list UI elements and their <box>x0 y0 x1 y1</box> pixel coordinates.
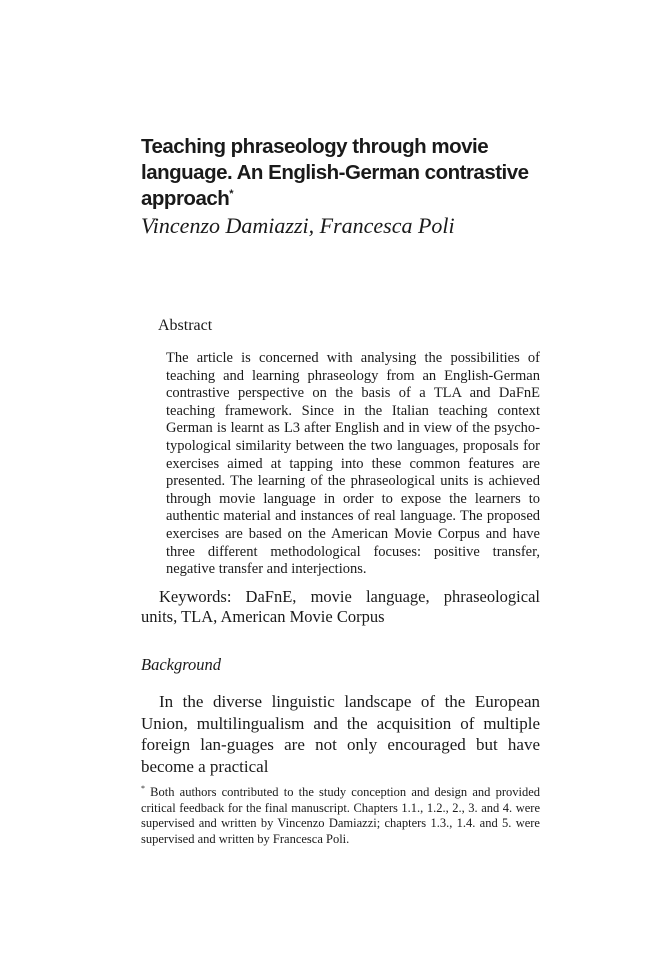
article-title-text: Teaching phraseology through movie language. An English-German contrastive approach <box>141 135 529 210</box>
footnote <box>141 785 540 847</box>
footnote-mark: * <box>141 783 145 793</box>
footnote-text: Both authors contributed to the study conception and design and provided critical feedback for the final manuscript. Chapters 1.1., 1.2., 2., 3. and 4. were supervised and written by Vincenzo Damiazzi; chapters 1.3., 1.4. and 5. were supervised and written by Francesca Poli. <box>141 785 540 846</box>
section-heading-background: Background <box>141 655 222 674</box>
abstract-text: The article is concerned with analysing the possibilities of teaching and learning phraseology from an English-German contrastive perspective on the basis of a TLA and DaFnE teaching framework. Since in the Italian teaching context German is learnt as L3 after English and in view of the psycho-typological similarity between the two languages, proposals for exercises aimed at tapping into these common features are presented. The learning of the phraseological units is achieved through movie language in order to expose the learners to authentic material and instances of real language. The proposed exercises are based on the American Movie Corpus and have three different methodological focuses: positive transfer, negative transfer and interjections. <box>166 350 540 578</box>
background-paragraph: In the diverse linguistic landscape of the European Union, multilingualism and the acquisition of multiple foreign lan-guages are not only encouraged but have become a practical <box>141 692 540 776</box>
keywords: Keywords: DaFnE, movie language, phraseological units, TLA, American Movie Corpus <box>141 587 540 626</box>
abstract-heading: Abstract <box>158 317 213 334</box>
article-title <box>141 134 541 212</box>
title-footnote-mark: * <box>229 188 234 201</box>
article-authors: Vincenzo Damiazzi, Francesca Poli <box>141 213 455 238</box>
